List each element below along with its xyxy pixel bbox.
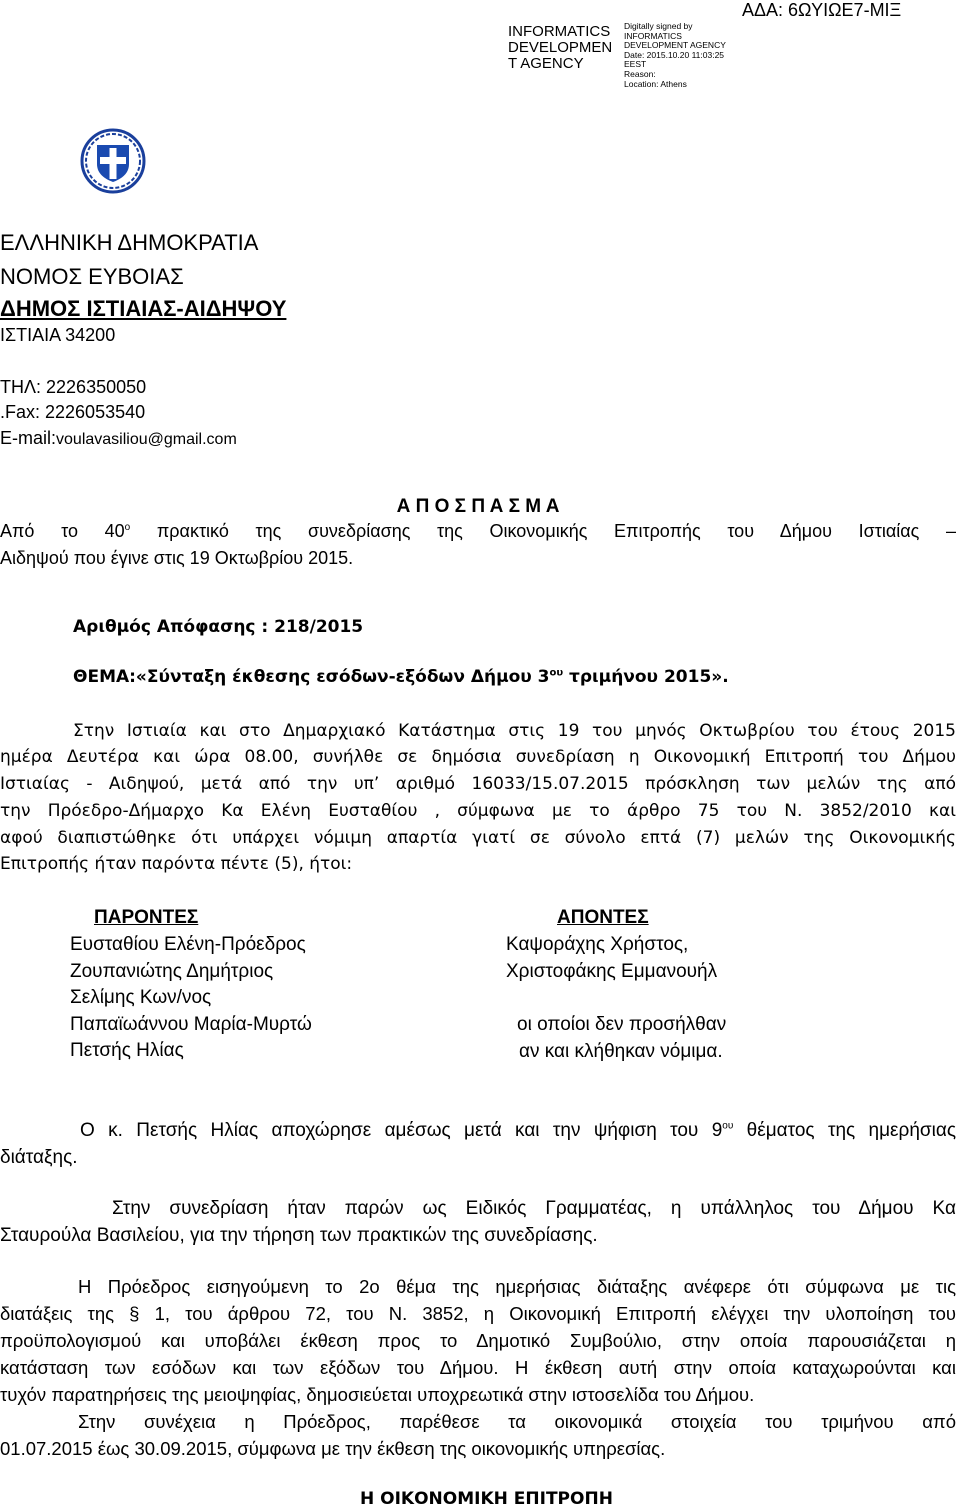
header-fax: .Fax: 2226053540 [0,402,146,422]
paragraph3-line: Στην συνεδρίαση ήταν παρών ως Ειδικός Γραμματέας, η υπάλληλος του Δήμου Κα [112,1198,956,1219]
paragraph4-line: Η Πρόεδρος εισηγούμενη το 2ο θέμα της ημερήσιας διάταξης ανέφερε ότι σύμφωνα με τις [78,1276,956,1297]
signature-detail-line: INFORMATICS [624,30,682,41]
committee-heading: Η ΟΙΚΟΝΟΜΙΚΗ ΕΠΙΤΡΟΠΗ [360,1489,613,1509]
paragraph5-line: Στην συνέχεια η Πρόεδρος, παρέθεσε τα οικονομικά στοιχεία του τριμήνου από [78,1411,956,1432]
greek-emblem-icon [80,128,146,194]
absent-note-line: αν και κλήθηκαν νόμιμα. [519,1040,723,1062]
absent-heading: ΑΠΟΝΤΕΣ [557,907,649,928]
paragraph2-line-1: Ο κ. Πετσής Ηλίας αποχώρησε αμέσως μετά και την ψήφιση του $9^{o\upsilon}$ θέματος της ημερήσιας [80,1120,956,1141]
signer-line: T AGENCY [508,55,584,72]
header-email [0,428,237,449]
absent-note-line: οι οποίοι δεν προσήλθαν [517,1014,727,1035]
header-address: ΙΣΤΙΑΙΑ 34200 [0,325,116,345]
intro-line-1: Από το $40^o$ πρακτικό της συνεδρίασης της Οικονομικής Επιτροπής του Δήμου Ιστιαίας – [0,521,957,541]
signature-detail-line: Location: Athens [624,78,687,89]
list-item: Καψοράχης Χρήστος, [506,934,689,955]
signature-detail-line: Date: 2015.10.20 11:03:25 [624,49,725,60]
present-heading: ΠΑΡΟΝΤΕΣ [94,907,199,928]
list-item: Ζουπανιώτης Δημήτριος [70,960,274,982]
paragraph1-line: Ιστιαίας - Αιδηψού, μετά από την υπ’ αριθμό 16033/15.07.2015 πρόσκληση των μελών της από [0,774,956,794]
signature-detail-line: Digitally signed by [624,21,693,31]
signer-line: DEVELOPMEN [508,39,613,56]
paragraph3-line: Σταυρούλα Βασιλείου, για την τήρηση των πρακτικών της συνεδρίασης. [0,1225,598,1246]
signature-detail-line: Reason: [624,68,656,79]
list-item: Πετσής Ηλίας [70,1040,184,1061]
paragraph1-line: Στην Ιστιαία και στο Δημαρχιακό Κατάστημα στις 19 του μηνός Οκτωβρίου του έτους 2015 [73,721,956,741]
header-prefecture: ΝΟΜΟΣ ΕΥΒΟΙΑΣ [0,264,184,289]
decision-number: Αριθμός Απόφασης : 218/2015 [73,617,364,637]
header-municipality: ΔΗΜΟΣ ΙΣΤΙΑΙΑΣ-ΑΙΔΗΨΟΥ [0,296,287,321]
list-item: Παπαϊωάννου Μαρία-Μυρτώ [70,1013,312,1035]
absent-list [506,932,717,985]
email-value: voulavasiliou@gmail.com [56,431,237,448]
paragraph4-line: προϋπολογισμού και υποβάλει έκθεση προς το Δημοτικό Συμβούλιο, στην οποία παρουσιάζεται η [0,1330,956,1351]
header-phone: ΤΗΛ: 2226350050 [0,377,147,397]
header-country: ΕΛΛΗΝΙΚΗ ΔΗΜΟΚΡΑΤΙΑ [0,230,259,255]
list-item: Σελίμης Κων/νος [70,987,212,1008]
document-title: Α Π Ο Σ Π Α Σ Μ Α [396,496,560,517]
paragraph1-line: ημέρα Δευτέρα και ώρα 08.00, συνήλθε σε δημόσια συνεδρίαση η Οικονομική Επιτροπή του Δήμου [0,747,956,767]
signer-line: INFORMATICS [508,23,611,40]
digital-signature-details [624,22,744,89]
paragraph4-line: κατάσταση των εσόδων και των εξόδων του Δήμου. Η έκθεση αυτή στην οποία καταχωρούνται και [0,1357,956,1378]
ada-code: ΑΔΑ: 6ΩΥΙΩΕ7-ΜΙΞ [742,0,902,20]
paragraph5-line: 01.07.2015 έως 30.09.2015, σύμφωνα με την έκθεση της οικονομικής υπηρεσίας. [0,1438,666,1459]
list-item: Χριστοφάκης Εμμανουήλ [506,960,718,982]
intro-line-2: Αιδηψού που έγινε στις 19 Οκτωβρίου 2015. [0,548,354,568]
signature-detail-line: EEST [624,59,647,70]
present-list [70,932,312,1065]
signature-detail-line: DEVELOPMENT AGENCY [624,40,726,51]
paragraph4-line: τυχόν παρατηρήσεις της μειοψηφίας, δημοσιεύεται υποχρεωτικά στην ιστοσελίδα του Δήμου. [0,1384,755,1405]
paragraph4-line: διατάξεις της § 1, του άρθρου 72, του Ν. 3852, η Οικονομική Επιτροπή ελέγχει την υλοποίηση του [0,1303,956,1324]
paragraph2-line-2: διάταξης. [0,1147,78,1168]
subject: ΘΕΜΑ:«Σύνταξη έκθεσης εσόδων-εξόδων Δήμου $3^{o\upsilon}$ τριμήνου 2015». [73,667,729,687]
paragraph1-line: Επιτροπής ήταν παρόντα πέντε (5), ήτοι: [0,854,353,874]
paragraph1-line: την Πρόεδρο-Δήμαρχο Κα Ελένη Ευσταθίου , σύμφωνα με το άρθρο 75 του Ν. 3852/2010 και [0,801,956,821]
absent-note [517,1012,726,1065]
email-label: E-mail: [0,428,57,448]
paragraph1-line: αφού διαπιστώθηκε ότι υπάρχει νόμιμη απαρτία γιατί σε σύνολο επτά (7) μελών της Οικονομικής [0,828,956,848]
digital-signature-signer [508,24,623,72]
list-item: Ευσταθίου Ελένη-Πρόεδρος [70,934,306,955]
